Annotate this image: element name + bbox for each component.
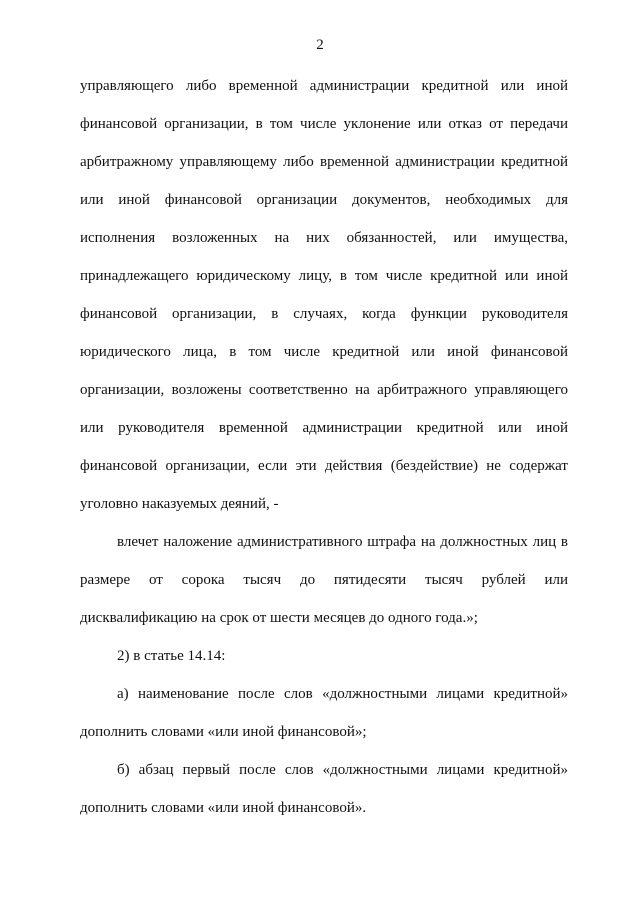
text-line: финансовой организации, в случаях, когда функции руководителя — [80, 306, 568, 322]
page-number: 2 — [316, 37, 324, 53]
text-line: финансовой организации, в том числе уклонение или отказ от передачи — [80, 116, 568, 132]
paragraph-penalty-line: влечет наложение административного штрафа на должностных лиц в — [117, 534, 568, 550]
item-b-line: б) абзац первый после слов «должностными лицами кредитной» — [117, 762, 568, 778]
text-line: организации, возложены соответственно на арбитражного управляющего — [80, 382, 568, 398]
text-line: дисквалификацию на срок от шести месяцев до одного года.»; — [80, 610, 478, 626]
text-line: принадлежащего юридическому лицу, в том числе кредитной или иной — [80, 268, 568, 284]
text-line: арбитражному управляющему либо временной администрации кредитной — [80, 154, 568, 170]
text-line: финансовой организации, если эти действия (бездействие) не содержат — [80, 458, 568, 474]
text-line: управляющего либо временной администрации кредитной или иной — [80, 78, 568, 94]
text-line: юридического лица, в том числе кредитной или иной финансовой — [80, 344, 568, 360]
text-line: дополнить словами «или иной финансовой». — [80, 800, 367, 816]
text-line: уголовно наказуемых деяний, - — [80, 496, 279, 512]
text-line: или руководителя временной администрации кредитной или иной — [80, 420, 568, 436]
text-line: размере от сорока тысяч до пятидесяти тысяч рублей или — [80, 572, 568, 588]
text-line: исполнения возложенных на них обязанностей, или имущества, — [80, 230, 568, 246]
item-a-line: а) наименование после слов «должностными лицами кредитной» — [117, 686, 568, 702]
item-2-heading: 2) в статье 14.14: — [117, 648, 226, 664]
text-line: дополнить словами «или иной финансовой»; — [80, 724, 367, 740]
text-line: или иной финансовой организации документов, необходимых для — [80, 192, 568, 208]
